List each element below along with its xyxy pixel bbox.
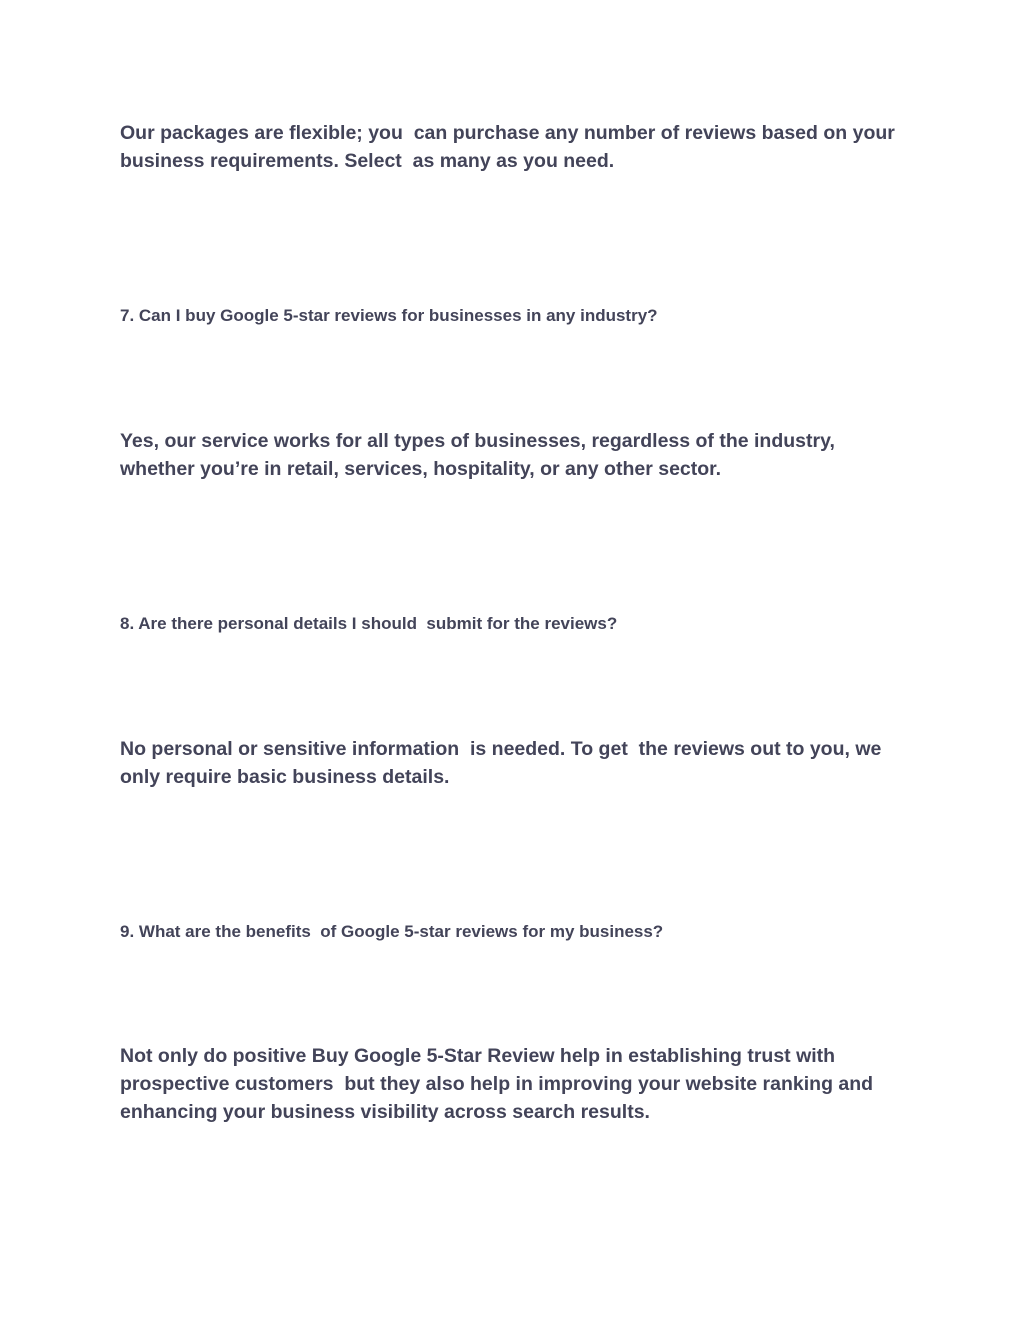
faq-answer-7: Yes, our service works for all types of businesses, regardless of the industry, whether you’re in retail, services, hospitality, or any other sector. — [120, 430, 841, 480]
faq-question-9: 9. What are the benefits of Google 5-star reviews for my business? — [120, 922, 664, 941]
faq-question-8: 8. Are there personal details I should submit for the reviews? — [120, 614, 618, 633]
faq-answer-6: Our packages are flexible; you can purchase any number of reviews based on your business requirements. Select as many as you need. — [120, 122, 901, 172]
faq-question-7: 7. Can I buy Google 5-star reviews for businesses in any industry? — [120, 306, 658, 325]
faq-answer-8: No personal or sensitive information is needed. To get the reviews out to you, we only require basic business details. — [120, 738, 887, 788]
faq-answer-9: Not only do positive Buy Google 5-Star Review help in establishing trust with prospective customers but they also help in improving your website ranking and enhancing your business visibility across search results. — [120, 1045, 879, 1123]
